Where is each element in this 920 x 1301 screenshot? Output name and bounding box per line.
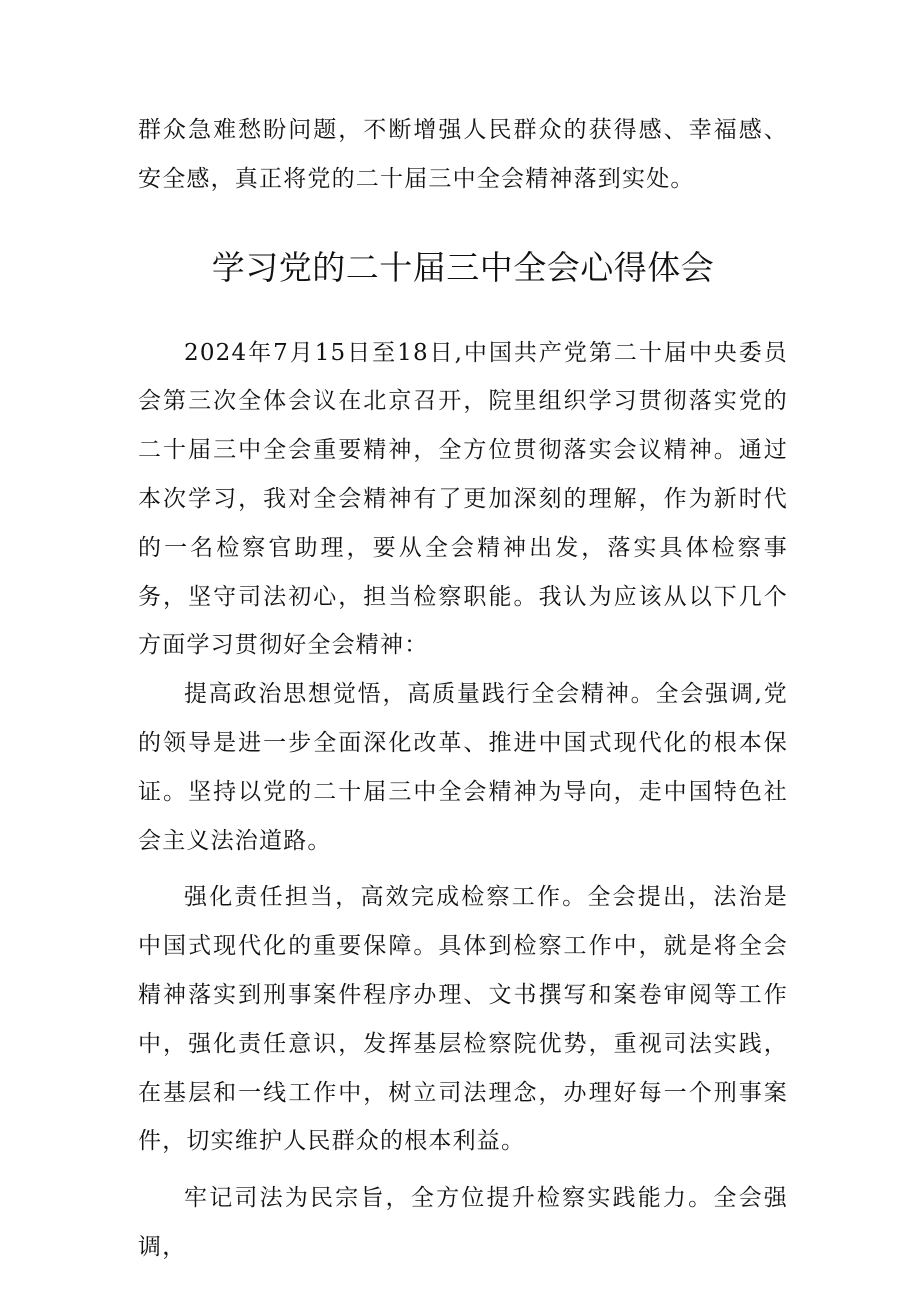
paragraph-responsibility: 强化责任担当，高效完成检察工作。全会提出，法治是中国式现代化的重要保障。具体到检察工作中，就是将全会精神落实到刑事案件程序办理、文书撰写和案卷审阅等工作中，强化责任意识，发挥基层检察院优势，重视司法实践，在基层和一线工作中，树立司法理念，办理好每一个刑事案件，切实维护人民群众的根本利益。 xyxy=(138,884,788,1155)
document-title: 学习党的二十届三中全会心得体会 xyxy=(211,247,715,287)
document-body xyxy=(138,106,788,1272)
paragraph-judicial-service: 牢记司法为民宗旨，全方位提升检察实践能力。全会强调， xyxy=(138,1185,788,1260)
carryover-paragraph: 群众急难愁盼问题，不断增强人民群众的获得感、幸福感、安全感，真正将党的二十届三中全会精神落到实处。 xyxy=(138,117,788,192)
paragraph-intro: 2024年7月15日至18日,中国共产党第二十届中央委员会第三次全体会议在北京召开，院里组织学习贯彻落实党的二十届三中全会重要精神，全方位贯彻落实会议精神。通过本次学习，我对全会精神有了更加深刻的理解，作为新时代的一名检察官助理，要从全会精神出发，落实具体检察事务，坚守司法初心，担当检察职能。我认为应该从以下几个方面学习贯彻好全会精神： xyxy=(138,339,788,659)
paragraph-political-awareness: 提高政治思想觉悟，高质量践行全会精神。全会强调,党的领导是进一步全面深化改革、推进中国式现代化的根本保证。坚持以党的二十届三中全会精神为导向，走中国特色社会主义法治道路。 xyxy=(138,681,788,854)
